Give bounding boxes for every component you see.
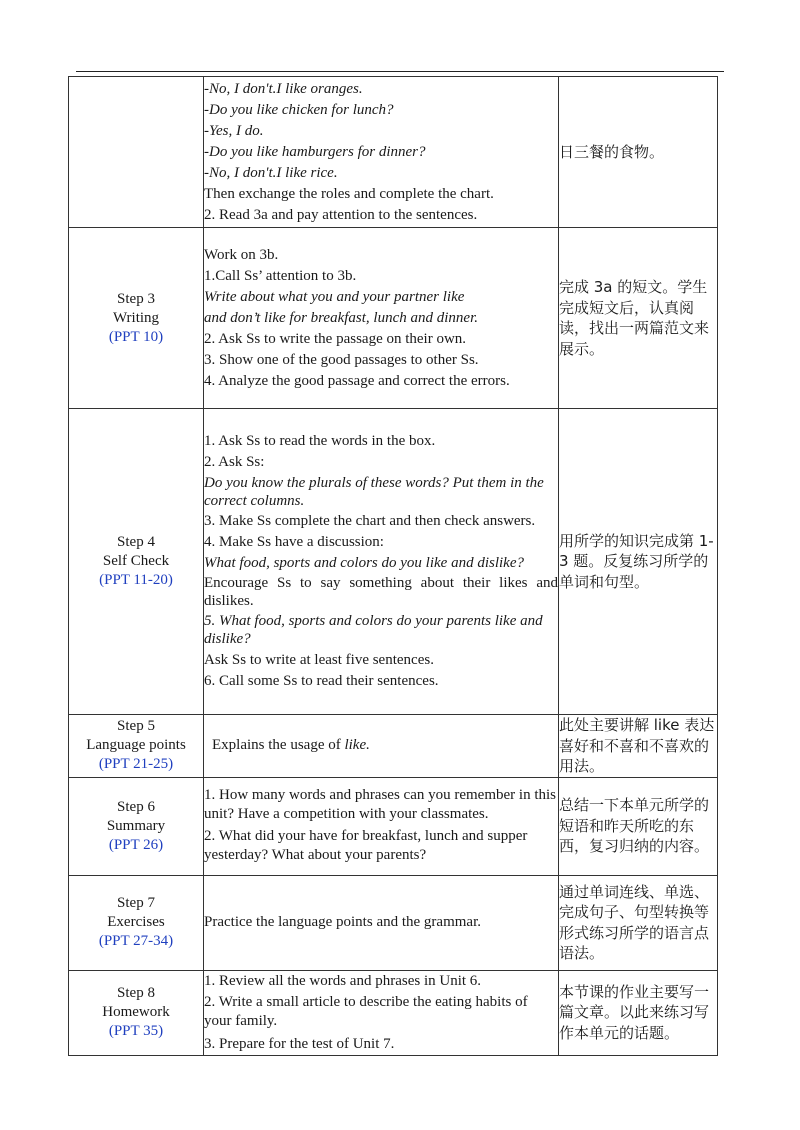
content-line: 3. Make Ss complete the chart and then check answers. <box>204 513 536 529</box>
content-line: 2. Write a small article to describe the eating habits of your family. <box>204 993 528 1029</box>
step-name: Summary <box>106 817 166 834</box>
note-cell <box>559 715 718 778</box>
note-text: 通过单词连线、单选、完成句子、句型转换等形式练习所学的语言点语法。 <box>559 882 710 962</box>
content-line: 2. Read 3a and pay attention to the sentences. <box>204 206 478 223</box>
table-row <box>69 715 718 778</box>
ppt-ref: (PPT 26) <box>108 836 164 853</box>
content-line: -Do you like hamburgers for dinner? <box>204 143 426 160</box>
step-cell <box>69 970 204 1055</box>
ppt-ref: (PPT 11-20) <box>99 572 173 588</box>
content-line: What food, sports and colors do you like and dislike? <box>204 555 524 571</box>
ppt-ref: (PPT 10) <box>108 328 164 345</box>
step-number: Step 4 <box>117 534 155 550</box>
step-cell <box>69 715 204 778</box>
note-cell <box>559 970 718 1055</box>
step-number: Step 7 <box>117 895 155 911</box>
content-line: 1. Review all the words and phrases in Unit 6. <box>204 972 482 989</box>
step-name: Language points <box>86 737 186 754</box>
content-cell <box>204 777 559 875</box>
ppt-ref: (PPT 35) <box>108 1023 164 1039</box>
step-cell <box>69 875 204 970</box>
step-cell <box>69 409 204 715</box>
note-text: 用所学的知识完成第 1-3 题。反复练习所学的单词和句型。 <box>559 531 714 591</box>
content-line: and don’t like for breakfast, lunch and dinner. <box>204 309 478 326</box>
step-cell <box>69 77 204 228</box>
content-line: 2. Ask Ss: <box>204 454 265 470</box>
lesson-plan-table <box>68 76 718 1056</box>
step-name: Writing <box>112 309 160 326</box>
content-line: 4. Make Ss have a discussion: <box>204 534 384 550</box>
note-cell <box>559 77 718 228</box>
content-line: -Do you like chicken for lunch? <box>204 101 394 118</box>
table-row <box>69 77 718 228</box>
step-cell <box>69 228 204 409</box>
content-line: 5. What food, sports and colors do your parents like and dislike? <box>204 613 543 647</box>
content-line: 1. How many words and phrases can you remember in this unit? Have a competition with your classmates. <box>204 786 557 822</box>
content-line: 1. Ask Ss to read the words in the box. <box>204 433 436 449</box>
content-line: 3. Prepare for the test of Unit 7. <box>204 1035 395 1052</box>
content-line: 2. Ask Ss to write the passage on their own. <box>204 330 467 347</box>
content-line: Do you know the plurals of these words? Put them in the correct columns. <box>204 475 544 509</box>
content-line: 1.Call Ss’ attention to 3b. <box>204 267 357 284</box>
step-number: Step 3 <box>117 290 155 307</box>
table-row <box>69 970 718 1055</box>
note-text: 日三餐的食物。 <box>559 142 665 161</box>
content-cell <box>204 228 559 409</box>
content-cell <box>204 875 559 970</box>
note-text: 总结一下本单元所学的短语和昨天所吃的东西，复习归纳的内容。 <box>559 796 710 856</box>
content-line: Practice the language points and the grammar. <box>204 914 481 930</box>
step-number: Step 8 <box>117 985 155 1001</box>
ppt-ref: (PPT 27-34) <box>98 933 174 949</box>
keyword-like: like. <box>344 737 370 754</box>
content-line: -Yes, I do. <box>204 122 264 139</box>
content-text: Explains the usage of <box>212 737 341 754</box>
step-name: Self Check <box>102 553 170 569</box>
content-line: 2. What did your have for breakfast, lunch and supper yesterday? What about your parents? <box>204 827 528 863</box>
content-cell <box>204 409 559 715</box>
content-line: 6. Call some Ss to read their sentences. <box>204 673 439 689</box>
content-line: Then exchange the roles and complete the chart. <box>204 185 494 202</box>
table-row <box>69 409 718 715</box>
note-cell <box>559 228 718 409</box>
step-name: Homework <box>102 1004 170 1020</box>
note-cell <box>559 409 718 715</box>
note-text: 本节课的作业主要写一篇文章。以此来练习写作本单元的话题。 <box>559 982 710 1042</box>
note-cell <box>559 777 718 875</box>
content-cell <box>204 77 559 228</box>
table-row <box>69 228 718 409</box>
step-number: Step 5 <box>117 718 155 735</box>
note-cell <box>559 875 718 970</box>
table-row <box>69 875 718 970</box>
content-line: 3. Show one of the good passages to other Ss. <box>204 351 479 368</box>
table-row <box>69 777 718 875</box>
content-line: 4. Analyze the good passage and correct the errors. <box>204 372 510 389</box>
step-cell <box>69 777 204 875</box>
content-line: Write about what you and your partner like <box>204 288 465 305</box>
content-line: -No, I don't.I like rice. <box>204 164 338 181</box>
content-cell <box>204 715 559 778</box>
step-number: Step 6 <box>117 798 155 815</box>
content-line: Work on 3b. <box>204 246 279 263</box>
note-text: 完成 3a 的短文。学生完成短文后，认真阅读，找出一两篇范文来展示。 <box>559 278 710 358</box>
step-name: Exercises <box>107 914 165 930</box>
ppt-ref: (PPT 21-25) <box>98 756 174 773</box>
content-line: -No, I don't.I like oranges. <box>204 80 363 97</box>
note-text: 此处主要讲解 like 表达喜好和不喜和不喜欢的用法。 <box>559 716 715 775</box>
content-line: Encourage Ss to say something about their likes and dislikes. <box>204 575 558 609</box>
content-line: Ask Ss to write at least five sentences. <box>204 652 434 668</box>
content-cell <box>204 970 559 1055</box>
content-line <box>204 735 558 756</box>
header-rule <box>76 71 724 72</box>
